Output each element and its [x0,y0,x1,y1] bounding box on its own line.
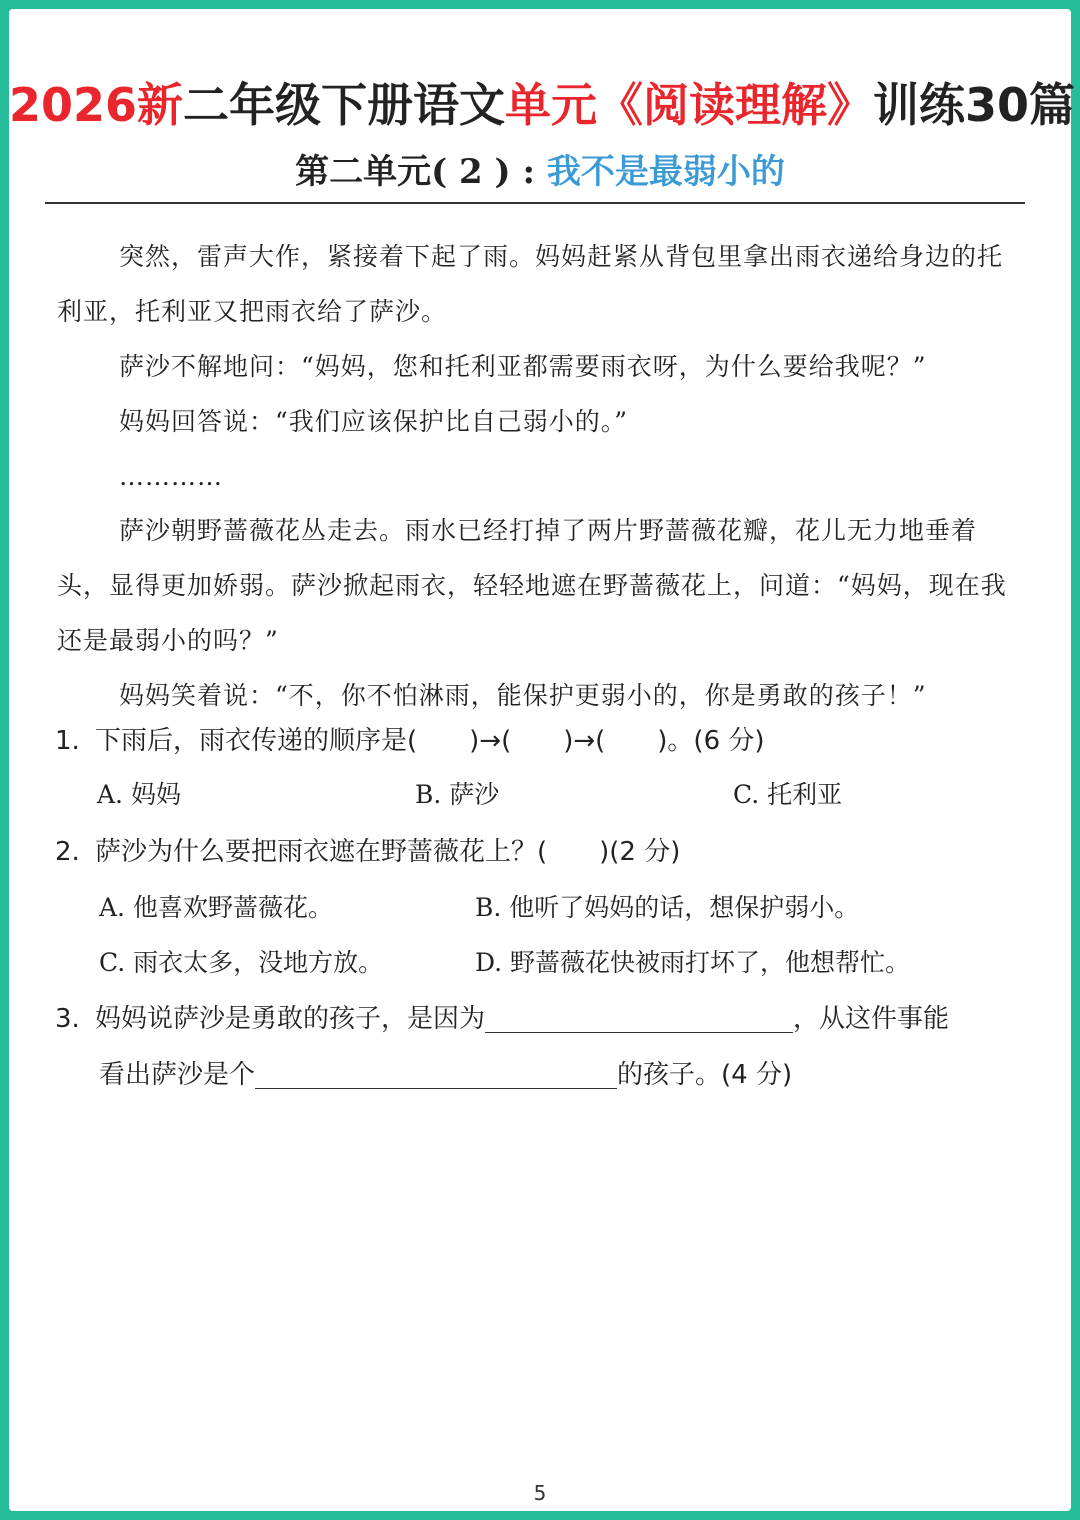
lesson-title: 我不是最弱小的 [546,152,785,192]
question-3-line-1 [55,999,1035,1039]
worksheet-page [9,9,1076,1511]
question-3-text-c: 看出萨沙是个 [99,1060,256,1090]
answer-blank-trait[interactable] [255,1058,617,1089]
question-1 [55,721,1035,761]
unit-heading [9,147,1071,197]
header-divider [45,202,1025,204]
passage-paragraph-3: 妈妈回答说：“我们应该保护比自己弱小的。” [119,407,629,436]
question-1-option-a: A. 妈妈 [97,780,181,809]
passage-paragraph-1: 突然，雷声大作，紧接着下起了雨。妈妈赶紧从背包里拿出雨衣递给身边的托利亚，托利亚又把雨衣给了萨沙。 [57,242,1004,326]
passage-paragraph-6: 妈妈笑着说：“不，你不怕淋雨，能保护更弱小的，你是勇敢的孩子！” [119,681,927,710]
unit-label: 第二单元( 2 ) : [295,152,547,192]
question-3-text-b: ，从这件事能 [793,1004,950,1034]
title-count: 训练30篇 [873,78,1076,132]
passage-ellipsis: ………… [119,462,223,491]
title-unit: 单元《阅读理解》 [505,78,874,132]
question-2-text: 萨沙为什么要把雨衣遮在野蔷薇花上？( )(2 分) [95,837,681,867]
question-2-option-a: A. 他喜欢野蔷薇花。 [99,893,333,922]
title-grade: 二年级下册语文 [183,78,506,132]
title-year: 2026新 [9,78,184,132]
question-2-option-c: C. 雨衣太多，没地方放。 [99,948,384,977]
question-2-number: 2. [55,837,80,867]
question-1-option-c: C. 托利亚 [733,780,843,809]
page-title [9,75,1076,135]
question-3-line-2 [99,1055,1079,1095]
question-1-number: 1. [55,726,80,756]
question-2-option-b: B. 他听了妈妈的话，想保护弱小。 [475,893,860,922]
passage-paragraph-2: 萨沙不解地问：“妈妈，您和托利亚都需要雨衣呀，为什么要给我呢？” [119,352,927,381]
question-3-text-a: 妈妈说萨沙是勇敢的孩子，是因为 [95,1004,486,1034]
question-3-number: 3. [55,1004,80,1034]
question-2-option-d: D. 野蔷薇花快被雨打坏了，他想帮忙。 [475,948,911,977]
page-number: 5 [533,1481,547,1505]
question-2 [55,832,1035,872]
question-1-option-b: B. 萨沙 [415,780,500,809]
question-3-text-d: 的孩子。(4 分) [617,1060,793,1090]
answer-blank-reason[interactable] [485,1002,793,1033]
question-1-text: 下雨后，雨衣传递的顺序是( )→( )→( )。(6 分) [95,726,765,756]
passage-paragraph-5: 萨沙朝野蔷薇花丛走去。雨水已经打掉了两片野蔷薇花瓣，花儿无力地垂着头，显得更加娇弱。萨沙掀起雨衣，轻轻地遮在野蔷薇花上，问道：“妈妈，现在我还是最弱小的吗？” [57,516,1007,655]
